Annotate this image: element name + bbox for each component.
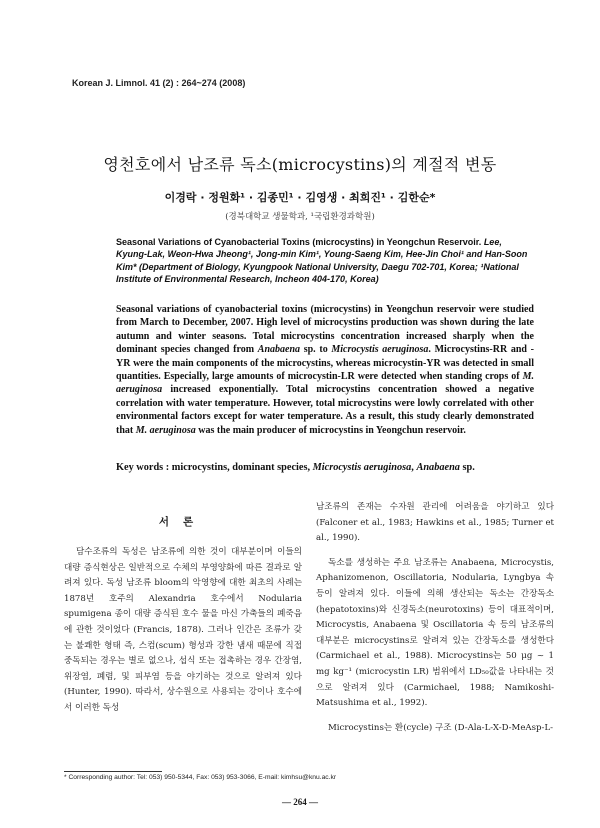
english-title: Seasonal Variations of Cyanobacterial Toxins (microcystins) in Yeongchun Reservoir.	[116, 237, 482, 247]
author-list: 이경락 · 정원화¹ · 김종민¹ · 김영생 · 최희진¹ · 김한순*	[164, 191, 436, 204]
keywords-separator: ,	[411, 462, 414, 473]
species-name: Anabaena	[257, 344, 301, 356]
body-paragraph: 담수조류의 독성은 남조류에 의한 것이 대부분이며 이들의 대량 증식현상은 일반적으로 수체의 부영양화에 따른 결과로 알려져 있다. 독성 남조류 bloom의 악영향에 대한 최초의 사례는 1878년 호주의 Alexandria 호수에서 Nodularia spumigena 종이 대량 증식된 호수 물을 마신 가축들의 폐죽음에 관한 것이었다 (Francis, 1878). 그러나 인간은 조류가 갖는 불쾌한 형태 즉, 스컴(scum) 형성과 강한 냄새 때문에 직접 중독되는 경우는 별로 없으나, 섭식 또는 접촉하는 경우 간장염, 위장염, 폐렴, 및 피부염 등을 야기하는 것으로 알려져 있다(Hunter, 1990). 따라서, 상수원으로 사용되는 강이나 호수에서 이러한 독성	[64, 547, 302, 713]
english-citation-block	[116, 236, 534, 286]
abstract-text: sp. to	[303, 344, 328, 356]
right-column	[316, 500, 554, 745]
english-authors: Lee, Kyung-Lak, Weon-Hwa Jheong¹, Jong-min Kim¹, Young-Saeng Kim, Hee-Jin Choi¹ and Han-Soon Kim*	[116, 237, 528, 272]
abstract	[116, 303, 534, 437]
abstract-text: was the main producer of microcystins in Yeongchun reservoir.	[198, 424, 466, 436]
paper-title-korean: 영천호에서 남조류 독소(microcystins)의 계절적 변동	[103, 155, 497, 174]
body-paragraph: Microcystins는 환(cycle) 구조 (D-Ala-L-X-D-MeAsp-L-	[328, 722, 554, 733]
keyword-species: Microcystis aeruginosa	[312, 462, 412, 473]
body-paragraph: 독소를 생성하는 주요 남조류는 Anabaena, Microcystis, Aphanizomenon, Oscillatoria, Nodularia, Lyngbya 속 등이 알려져 있다. 이들에 의해 생산되는 독소는 간장독소(hepatotoxins)와 신경독소(neurotoxins) 등이 대표적이며, Microcystis, Anabaena 및 Oscillatoria 속 등의 남조류의 대부분은 microcystins로 알려져 있는 간장독소를 생성한다(Carmichael et al., 1988). Microcystins는 50 μg ~ 1 mg kg⁻¹ (microcystin LR) 범위에서 LD₅₀값을 나타내는 것으로 알려져 있다 (Carmichael, 1988; Namikoshi-Matsushima et al., 1992).	[316, 557, 554, 709]
keyword-species: Anabaena	[416, 462, 460, 473]
left-column	[64, 513, 302, 717]
species-name: M. aeruginosa	[135, 424, 196, 436]
species-name: M. aeruginosa	[116, 371, 535, 396]
species-name: Microcystis aeruginosa	[331, 344, 429, 356]
body-paragraph: 남조류의 존재는 수자원 관리에 어려움을 야기하고 있다 (Falconer et al., 1983; Hawkins et al., 1985; Turner et al., 1990).	[316, 502, 554, 544]
keywords-text: sp.	[462, 462, 475, 473]
journal-citation: Korean J. Limnol. 41 (2) : 264~274 (2008)	[72, 78, 246, 88]
abstract-text: . Microcystins-RR and -YR were the main components of the microcystins, whereas microcystin-YR was detected in small quantities. Especially, large amounts of microcystin-LR were detected when standing crops of	[116, 344, 535, 383]
keywords	[116, 462, 556, 473]
section-heading-introduction: 서론	[158, 516, 208, 528]
english-affiliation: (Department of Biology, Kyungpook National University, Daegu 702-701, Korea; ¹National Institute of Environmental Research, Incheon 404-170, Korea)	[116, 261, 519, 285]
corresponding-author-footnote: * Corresponding author: Tel: 053) 950-5344, Fax: 053) 953-3066, E-mail: kimhsu@knu.ac.kr	[64, 774, 337, 781]
keywords-label: Key words :	[116, 462, 170, 473]
keywords-text: microcystins, dominant species,	[171, 462, 311, 473]
affiliation-korean: (경북대학교 생물학과, ¹국립환경과학원)	[225, 212, 375, 222]
abstract-text: increased exponentially. Total microcystins concentration showed a negative correlation with water temperature. However, total microcystins were lowly correlated with other environmental factors except for water temperature. As a result, this study clearly demonstrated that	[116, 384, 535, 436]
footnote-divider	[64, 771, 162, 772]
abstract-text: Seasonal variations of cyanobacterial toxins (microcystins) in Yeongchun reservoir were studied from March to December, 2007. High level of microcystins production was shown during the late autumn and winter seasons. Total microcystins concentration increased sharply when the dominant species changed from	[116, 304, 534, 356]
page-number: — 264 —	[282, 797, 318, 807]
